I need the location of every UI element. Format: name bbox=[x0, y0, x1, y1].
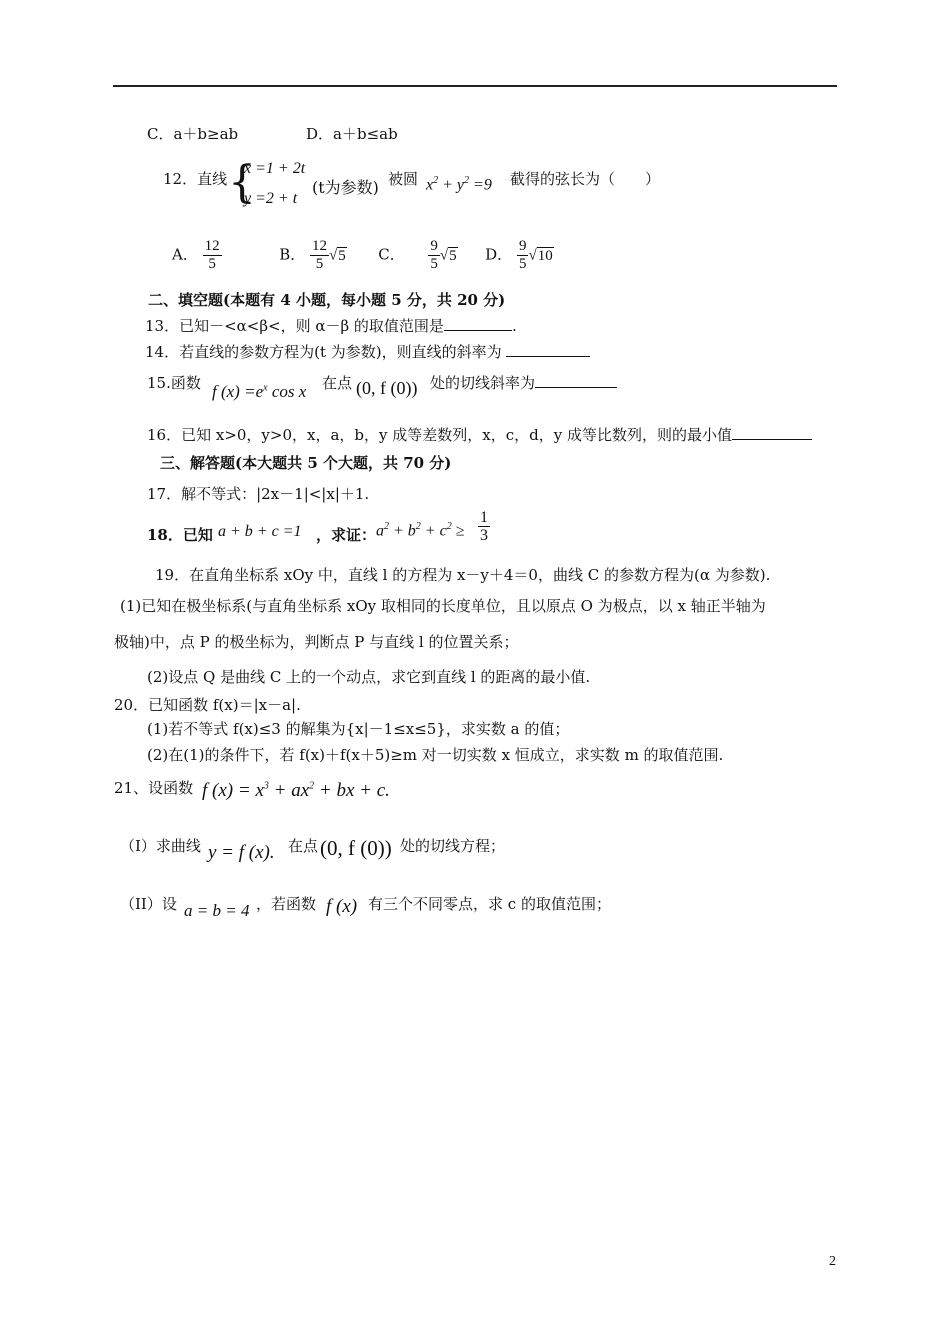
q18-prefix: 18．已知 bbox=[147, 526, 213, 544]
q15-prefix: 15.函数 bbox=[147, 374, 201, 392]
q19-part1-line1: (1)已知在极坐标系(与直角坐标系 xOy 取相同的长度单位，且以原点 O 为极点，以 x 轴正半轴为 bbox=[120, 597, 766, 615]
q21-func: f $(x) = x^3 + ax^2$ + bx + c. bbox=[202, 780, 390, 801]
q12-option-d-label: D． bbox=[485, 245, 513, 264]
q21-part1-at: 在点 bbox=[288, 837, 319, 855]
q15-point: (0, f (0)) bbox=[356, 378, 418, 398]
q12-option-a-label: A． bbox=[172, 245, 198, 264]
q12-param: (t为参数) bbox=[312, 178, 379, 197]
q16: 16．已知 x>0，y>0，x，a，b，y 成等差数列，x，c，d，y 成等比数列，则的最小值 bbox=[147, 424, 812, 445]
q17: 17．解不等式：|2x－1|<|x|＋1. bbox=[147, 485, 370, 503]
q13: 13．已知－<α<β<，则 α－β 的取值范围是 . bbox=[145, 317, 517, 335]
q12-option-a: $\frac{12}{5}$ bbox=[204, 238, 220, 272]
q21-part2-suffix: 有三个不同零点，求 c 的取值范围； bbox=[368, 895, 611, 913]
q19-stem: 19．在直角坐标系 xOy 中，直线 l 的方程为 x－y＋4＝0，曲线 C 的参数方程为(α 为参数). bbox=[155, 566, 771, 584]
q11-option-d: D．a＋b≤ab bbox=[306, 125, 398, 143]
page-number: 2 bbox=[829, 1254, 836, 1269]
q19-part1-line2: 极轴)中，点 P 的极坐标为，判断点 P 与直线 l 的位置关系； bbox=[114, 633, 519, 651]
q11-option-c: C．a＋b≥ab bbox=[147, 125, 239, 143]
q21-part1-suffix: 处的切线方程； bbox=[400, 837, 506, 855]
q21-part1-point: (0, f (0)) bbox=[320, 836, 392, 860]
q12-prefix: 12．直线 bbox=[163, 170, 228, 188]
q12-options: A． $\frac{12}{5}$ B． $\frac{12}{5}$ √5 C． $\frac{9}{5}$ √5 D． $\frac{9}{5}$ √10 bbox=[172, 238, 553, 272]
q12-brace: { bbox=[228, 157, 256, 208]
q18-fraction: $\frac{1}{3}$ bbox=[480, 509, 488, 544]
q12-option-b-label: B． bbox=[279, 245, 306, 264]
q14: 14．若直线的参数方程为(t 为参数)，则直线的斜率为 bbox=[145, 341, 590, 362]
q12-option-c-label: C． bbox=[378, 245, 405, 264]
q15-at: 在点 bbox=[322, 374, 353, 392]
q21-part1-prefix: （I）求曲线 bbox=[120, 837, 201, 855]
q21-prefix: 21、设函数 bbox=[114, 779, 194, 797]
q21-part1-curve: y = f (x). bbox=[208, 842, 275, 863]
q18-cond: a + b + c =1 bbox=[218, 523, 302, 540]
q12-option-c: $\frac{9}{5}$ bbox=[430, 238, 438, 272]
q20-stem: 20．已知函数 f(x)＝|x－a|. bbox=[114, 696, 301, 714]
q12-option-b: $\frac{12}{5}$ bbox=[312, 238, 327, 272]
q20-part1: (1)若不等式 f(x)≤3 的解集为{x|－1≤x≤5}，求实数 a 的值； bbox=[147, 720, 570, 738]
q21-part2-mid: ，若函数 bbox=[256, 895, 317, 913]
q12-suffix: 截得的弦长为（ ） bbox=[510, 170, 661, 188]
q20-part2: (2)在(1)的条件下，若 f(x)＋f(x＋5)≥m 对一切实数 x 恒成立，求实数 m 的取值范围. bbox=[147, 746, 724, 764]
section-2-heading: 二、填空题(本题有 4 小题，每小题 5 分，共 20 分) bbox=[148, 291, 506, 309]
q21-part2-func: f (x) bbox=[326, 896, 358, 917]
q21-part2-cond: a = b = 4 bbox=[184, 901, 250, 920]
q12-eq1: x =1 + 2t bbox=[244, 160, 306, 177]
q12-eq2: y =2 + t bbox=[244, 190, 298, 207]
q16-blank bbox=[732, 424, 812, 440]
q15-func: f $(x) =e^x$ cos x bbox=[212, 382, 307, 401]
q12-option-d: $\frac{9}{5}$ bbox=[518, 238, 527, 272]
q18-lhs: $a^2 + b^2 + c^2$ ≥ bbox=[376, 521, 465, 540]
q12-mid: 被圆 bbox=[388, 170, 419, 188]
section-3-heading: 三、解答题(本大题共 5 个大题，共 70 分) bbox=[160, 454, 452, 472]
q15-suffix: 处的切线斜率为 bbox=[430, 372, 617, 393]
q15-blank bbox=[535, 372, 617, 388]
q21-part2-prefix: （II）设 bbox=[120, 895, 177, 913]
q19-part2: (2)设点 Q 是曲线 C 上的一个动点，求它到直线 l 的距离的最小值. bbox=[147, 668, 591, 686]
q12-circle: $x^2 + y^2 =9$ bbox=[426, 175, 492, 194]
q18-mid: ，求证： bbox=[316, 526, 377, 544]
q13-blank bbox=[444, 315, 512, 331]
header-rule bbox=[113, 85, 837, 87]
q14-blank bbox=[506, 341, 590, 357]
